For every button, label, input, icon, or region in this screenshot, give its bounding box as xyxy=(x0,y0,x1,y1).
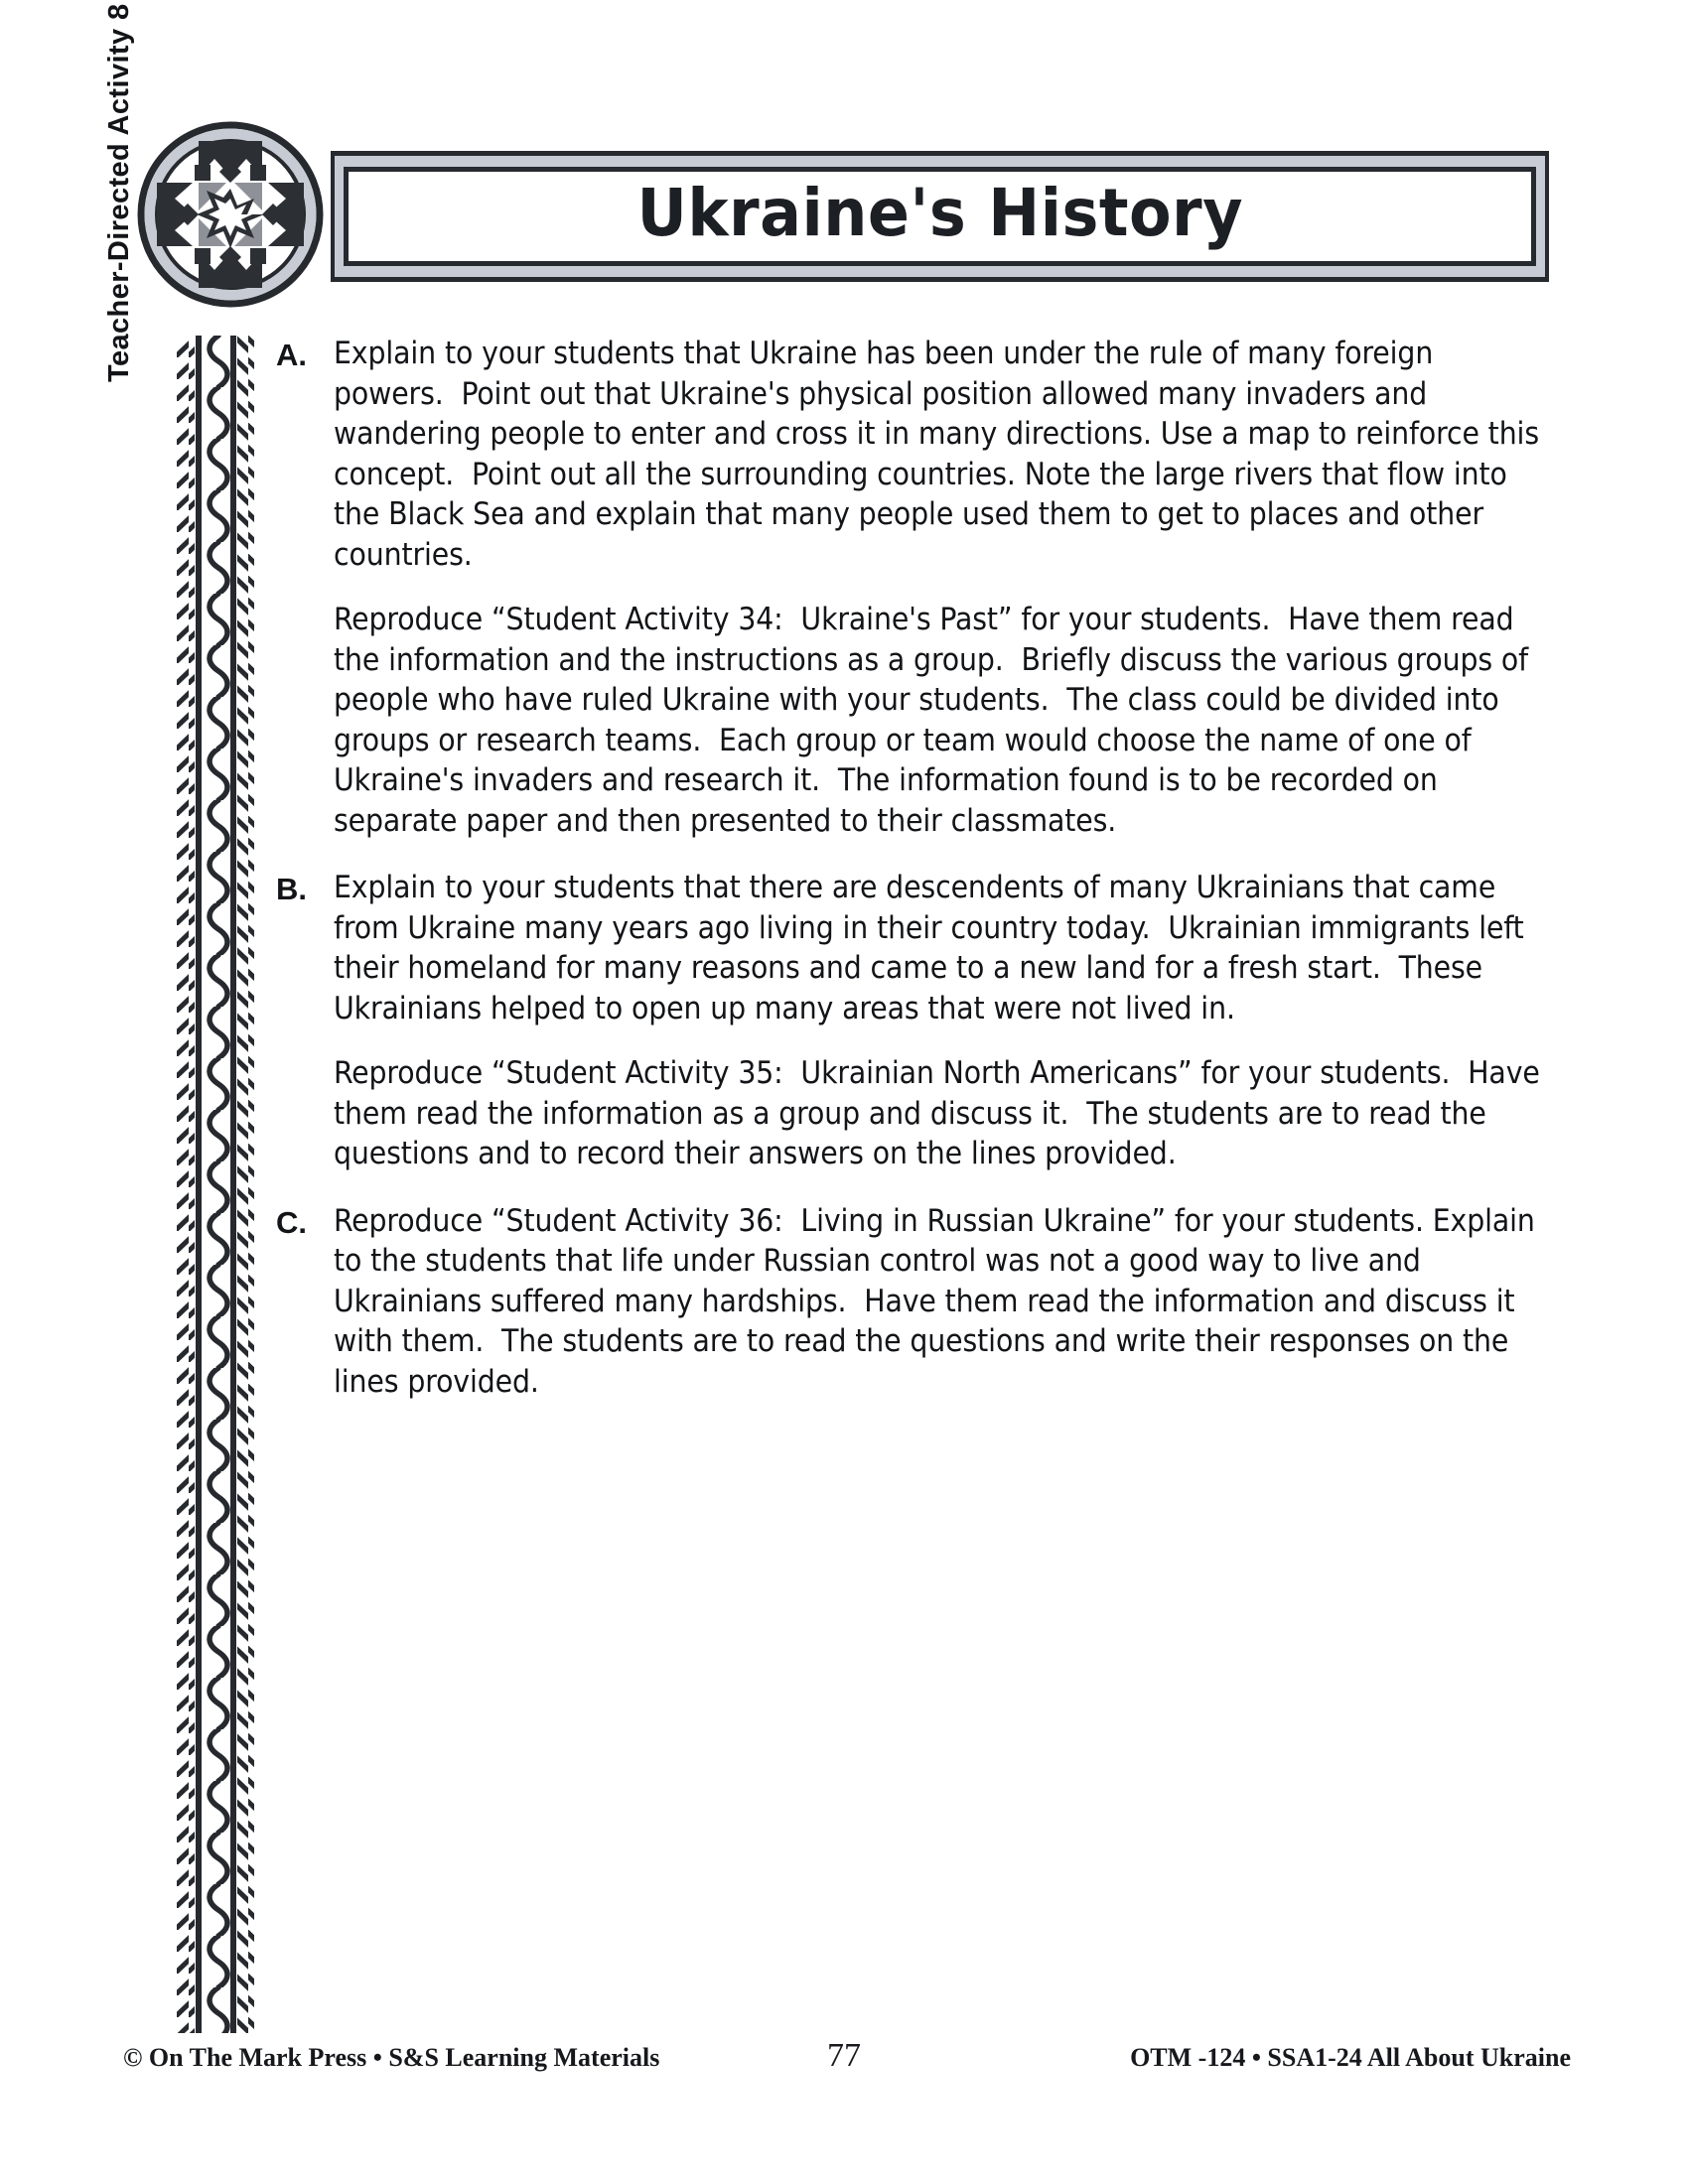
page-title: Ukraine's History xyxy=(636,175,1243,251)
activity-tab-label: Teacher-Directed Activity 8 xyxy=(103,3,135,382)
list-item xyxy=(276,334,1548,841)
list-item-marker: C. xyxy=(276,1204,307,1240)
list-item xyxy=(276,868,1549,1174)
page-footer xyxy=(0,2037,1688,2093)
list-item-body xyxy=(334,334,1548,841)
activity-tab xyxy=(0,0,135,382)
title-banner-field xyxy=(349,172,1531,261)
paragraph: Reproduce “Student Activity 35: Ukrainian North Americans” for your students. Have them read the information as a group and discuss it. The students are to read the questions and to record their answers on the lines provided. xyxy=(334,1055,1549,1171)
decorative-wavy-vertical-border-icon xyxy=(177,336,254,2033)
list-item-marker: B. xyxy=(276,872,307,906)
list-item-marker: A. xyxy=(276,338,307,372)
paragraph: Reproduce “Student Activity 36: Living in Russian Ukraine” for your students. Explain to the students that life under Russian control was not a good way to live and Ukrainians suffered many hardships. Have them read the information and discuss it with them. The students are to read the questions and write their responses on the lines provided. xyxy=(334,1202,1544,1400)
page-header xyxy=(0,0,1688,318)
instructions-list xyxy=(276,334,1549,1402)
paragraph: Reproduce “Student Activity 34: Ukraine's Past” for your students. Have them read the information and the instructions as a group. Briefly discuss the various groups of people who have ruled Ukraine with your students. The class could be divided into groups or research teams. Each group or team would choose the name of one of Ukraine's invaders and research it. The information found is to be recorded on separate paper and then presented to their classmates. xyxy=(334,602,1537,839)
footer-copyright: © On The Mark Press • S&S Learning Materials xyxy=(123,2043,660,2072)
title-banner xyxy=(331,151,1549,282)
ukrainian-folk-star-medallion-icon xyxy=(137,121,324,308)
list-item xyxy=(276,1201,1542,1403)
title-banner-inner-rule xyxy=(344,167,1536,266)
page-number: 77 xyxy=(827,2037,861,2074)
title-banner-silver-band xyxy=(335,156,1545,277)
paragraph: Explain to your students that there are descendents of many Ukrainians that came from Ukraine many years ago living in their country today. Ukrainian immigrants left their homeland for many reasons and came to a new land for a fresh start. These Ukrainians helped to open up many areas that were not lived in. xyxy=(334,870,1533,1026)
list-item-body xyxy=(334,1201,1542,1403)
list-item-body xyxy=(334,868,1549,1174)
footer-product-code: OTM -124 • SSA1-24 All About Ukraine xyxy=(1130,2043,1571,2072)
paragraph: Explain to your students that Ukraine has been under the rule of many foreign powers. Point out that Ukraine's physical position allowed many invaders and wandering people to enter and cross it in many directions. Use a map to reinforce this concept. Point out all the surrounding countries. Note the large rivers that flow into the Black Sea and explain that many people used them to get to places and other countries. xyxy=(334,336,1548,573)
